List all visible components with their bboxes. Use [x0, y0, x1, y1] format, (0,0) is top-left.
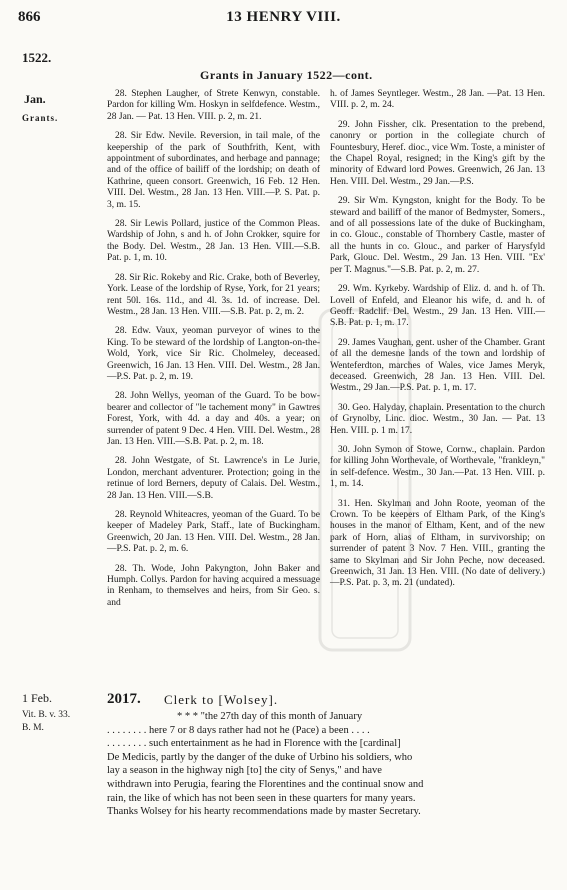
margin-ref-2: B. M. — [22, 723, 44, 733]
margin-ref-1: Vit. B. v. 33. — [22, 710, 71, 720]
grant-entry: 28. John Wellys, yeoman of the Guard. To be bow-bearer and collector of "le tachement mony" in Gawtres Forest, York, with 4d. a day and 40s. a year; on surrender of patent 9 Dec. 4 Hen. VIII. Del. Westm., 28 Jan. 13 Hen. VIII.—S.B. Pat. p. 2, m. 18. — [107, 391, 320, 447]
grant-entry: h. of James Seyntleger. Westm., 28 Jan. —Pat. 13 Hen. VIII. p. 2, m. 24. — [330, 89, 545, 111]
margin-month: Jan. — [24, 92, 46, 106]
grant-entry: 28. John Westgate, of St. Lawrence's in Le Jurie, London, merchant adventurer. Protection; going in the retinue of lord Berners, deputy of Calais. Del. Westm., 28 Jan. 13 Hen. VIII.—S.B. — [107, 456, 320, 501]
grant-entry: 29. John Fissher, clk. Presentation to the prebend, canonry or portion in the collegiate church of Fountesbury, Heref. dioc., vice Wm. Toste, a minister of the Chapel Royal, resigned; in the King's gift by the minority of Edward lord Powes. Greenwich, 26 Jan. 13 Hen. VIII. Del. Westm., 29 Jan.—P.S. — [330, 119, 545, 187]
grant-entry: 28. Stephen Laugher, of Strete Kenwyn, constable. Pardon for killing Wm. Hoskyn in selfdefence. Westm., 28 Jan. — Pat. 13 Hen. VIII. p. 2, m. 21. — [107, 89, 320, 122]
grant-entry: 28. Reynold Whiteacres, yeoman of the Guard. To be keeper of Madeley Park, Staff., late of Buckingham. Greenwich, 20 Jan. 13 Hen. VIII. Del. Westm., 28 Jan. —P.S. Pat. p. 2, m. 6. — [107, 510, 320, 555]
section-heading: Grants in January 1522—cont. — [200, 68, 373, 82]
entry-line: . . . . . . . . here 7 or 8 days rather had not he (Pace) a been . . . . — [107, 724, 370, 736]
grant-entry: 30. John Symon of Stowe, Cornw., chaplain. Pardon for killing John Worthevale, of Worthevale, "frankleyn," in self-defence. Westm., 30 Jan.—Pat. 13 Hen. VIII. p. 1, m. 14. — [330, 444, 545, 490]
grant-entry: 29. James Vaughan, gent. usher of the Chamber. Grant of all the demesne lands of the town and lordship of Wenteferdton, marches of Wales, vice James Meryk, deceased. Greenwich, 28 Jan. 13 Hen. VIII. Del. Westm., 29 Jan.—P.S. Pat. p. 1, m. 17. — [330, 337, 545, 394]
entry-line: * * * "the 27th day of this month of January — [177, 711, 363, 722]
running-title: 13 HENRY VIII. — [226, 9, 341, 25]
margin-year: 1522. — [22, 50, 52, 65]
entry-title: Clerk to [Wolsey]. — [164, 692, 279, 707]
grant-entry: 28. Sir Ric. Rokeby and Ric. Crake, both of Beverley, York. Lease of the lordship of Ryse, York, for 21 years; rent 50l. 16s. 11d., and 4l. 3s. 1d. of increase. Del. Westm., 28 Jan. 13 Hen. VIII.—S.B. Pat. p. 2, m. 2. — [107, 272, 320, 317]
entry-line: De Medicis, partly by the danger of the duke of Urbino his soldiers, who — [107, 751, 413, 763]
entry-line: . . . . . . . . such entertainment as he had in Florence with the [cardinal] — [107, 738, 401, 750]
grant-entry: 31. Hen. Skylman and John Roote, yeoman of the Crown. To be keepers of Eltham Park, of the King's houses in the manor of Eltham, Kent, and of the new park of Horn, alias of Eltham, in survivorship; on surrender of patent 3 Nov. 7 Hen. VIII., granting the same to Skylman and Sir John Peche, now deceased. Greenwich, 31 Jan. 13 Hen. VIII. (No date of delivery.)—P.S. Pat. p. 3, m. 21 (undated). — [330, 498, 545, 589]
entry-line: withdrawn into Perugia, fearing the Florentines and the continual snow and — [107, 778, 424, 790]
right-column — [330, 89, 545, 598]
margin-date: 1 Feb. — [22, 691, 52, 705]
entry-line: rain, the like of which has not been seen in these quarters for many years. — [107, 792, 416, 804]
grant-entry: 30. Geo. Halyday, chaplain. Presentation to the church of Grynolby, Linc. dioc. Westm., 30 Jan. — Pat. 13 Hen. VIII. p. 1 m. 17. — [330, 402, 546, 436]
grant-entry: 28. Edw. Vaux, yeoman purveyor of wines to the King. To be steward of the lordship of Langton-on-the-Wold, York, vice Sir Ric. Cholmeley, deceased. Greenwich, 16 Jan. 13 Hen. VIII. Del. Westm., 28 Jan.—P.S. Pat. p. 2, m. 19. — [107, 326, 320, 382]
entry-line: lay a season in the highway nigh [to] the city of Senys," and have — [107, 765, 382, 777]
left-column — [107, 89, 320, 617]
margin-subject: Grants. — [22, 113, 59, 123]
entry-number: 2017. — [107, 691, 141, 707]
grant-entry: 29. Wm. Kyrkeby. Wardship of Eliz. d. and h. of Th. Lovell of Enfeld, and Eleanor his wife, d. and h. of Geoff. Radclif. Del. Westm., 29 Jan. 13 Hen. VIII.—S.B. Pat. p. 1, m. 17. — [330, 284, 545, 329]
entry-line: Thanks Wolsey for his hearty recommendations made by master Secretary. — [107, 806, 421, 818]
page-number: 866 — [18, 9, 41, 25]
grant-entry: 29. Sir Wm. Kyngston, knight for the Body. To be steward and bailiff of the manor of Bedmyster, Somers., and of all possessions late of the duke of Buckingham, in co. Glouc., constable of Thornbery Castle, master of all the hunts in co. Glouc., and parker of Harysfyld Park, Glouc. Del. Westm., 29 Jan. 13 Hen. VIII. "Ex' per T. Magnus."—S.B. Pat. p. 2, m. 27. — [330, 196, 545, 275]
grant-entry: 28. Th. Wode, John Pakyngton, John Baker and Humph. Collys. Pardon for having acquired a messuage in Renham, to themselves and heirs, from Sir Geo. s. and — [107, 563, 320, 608]
grant-entry: 28. Sir Lewis Pollard, justice of the Common Pleas. Wardship of John, s and h. of John Crokker, squire for the Body. Del. Westm., 28 Jan. 13 Hen. VIII.—S.B. Pat. p. 1, m. 10. — [107, 219, 320, 264]
entry-body — [107, 710, 545, 819]
grant-entry: 28. Sir Edw. Nevile. Reversion, in tail male, of the keepership of the park of Southfrith, Kent, with appointment of subordinates, and herbage and pannage; and of the office of bailiff of the lordship; on death of Kathrine, queen consort. Greenwich, 16 Feb. 12 Hen. VIII. Del. Westm., 28 Jan. 13 Hen. VIII.—P. S. Pat. p. 3, m. 15. — [107, 131, 320, 210]
